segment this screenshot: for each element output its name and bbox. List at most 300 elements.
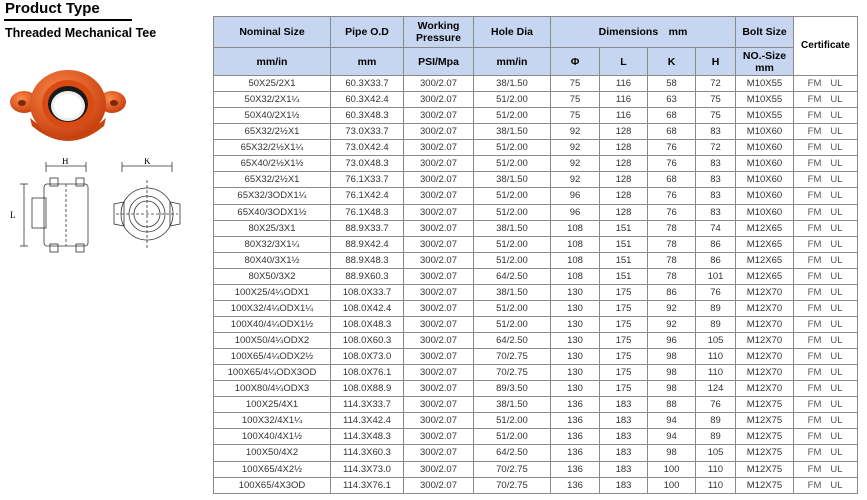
cert-ul: UL <box>830 222 843 234</box>
cell-hole-dia: 38/1.50 <box>474 76 551 92</box>
cell-certificate <box>794 477 858 493</box>
cert-ul: UL <box>830 110 843 122</box>
cert-fm: FM <box>807 351 822 363</box>
cell-k: 100 <box>648 477 696 493</box>
cell-k: 78 <box>648 236 696 252</box>
cert-fm: FM <box>807 286 822 298</box>
cell-phi: 92 <box>551 156 600 172</box>
table-row <box>214 477 858 493</box>
cell-nominal-size: 65X32/2½X1 <box>214 124 331 140</box>
header-working-pressure: Working Pressure <box>404 17 474 48</box>
cell-k: 94 <box>648 413 696 429</box>
cell-hole-dia: 51/2.00 <box>474 188 551 204</box>
cell-phi: 136 <box>551 477 600 493</box>
cell-working-pressure: 300/2.07 <box>404 413 474 429</box>
cell-pipe-od: 114.3X33.7 <box>331 397 404 413</box>
left-panel <box>0 0 210 500</box>
section-title: Product Type <box>5 0 100 17</box>
cell-h: 76 <box>696 397 736 413</box>
cell-pipe-od: 114.3X48.3 <box>331 429 404 445</box>
cell-phi: 136 <box>551 397 600 413</box>
cell-l: 151 <box>600 268 648 284</box>
cell-k: 68 <box>648 172 696 188</box>
cell-phi: 130 <box>551 284 600 300</box>
cell-certificate <box>794 76 858 92</box>
cell-l: 183 <box>600 429 648 445</box>
cell-phi: 96 <box>551 188 600 204</box>
cert-ul: UL <box>830 270 843 282</box>
cert-ul: UL <box>830 318 843 330</box>
cell-nominal-size: 100X80/4¼ODX3 <box>214 381 331 397</box>
unit-h: H <box>696 48 736 76</box>
cell-nominal-size: 80X25/3X1 <box>214 220 331 236</box>
cell-nominal-size: 65X32/2½X1 <box>214 172 331 188</box>
cell-h: 110 <box>696 349 736 365</box>
cert-ul: UL <box>830 174 843 186</box>
cell-bolt-size: M10X60 <box>736 172 794 188</box>
cert-fm: FM <box>807 447 822 459</box>
cell-l: 175 <box>600 365 648 381</box>
drawing-label-l: L <box>10 210 16 220</box>
cell-bolt-size: M10X60 <box>736 204 794 220</box>
table-row <box>214 413 858 429</box>
cell-hole-dia: 89/3.50 <box>474 381 551 397</box>
table-row <box>214 365 858 381</box>
cell-l: 175 <box>600 333 648 349</box>
cert-fm: FM <box>807 335 822 347</box>
cell-bolt-size: M12X70 <box>736 316 794 332</box>
cell-hole-dia: 64/2.50 <box>474 445 551 461</box>
cell-working-pressure: 300/2.07 <box>404 349 474 365</box>
table-row <box>214 461 858 477</box>
cell-working-pressure: 300/2.07 <box>404 429 474 445</box>
cell-h: 72 <box>696 140 736 156</box>
cell-h: 89 <box>696 413 736 429</box>
cert-fm: FM <box>807 415 822 427</box>
cell-hole-dia: 70/2.75 <box>474 461 551 477</box>
table-row <box>214 284 858 300</box>
cell-pipe-od: 73.0X48.3 <box>331 156 404 172</box>
cell-working-pressure: 300/2.07 <box>404 300 474 316</box>
cert-fm: FM <box>807 431 822 443</box>
table-row <box>214 156 858 172</box>
cell-working-pressure: 300/2.07 <box>404 477 474 493</box>
cell-phi: 75 <box>551 92 600 108</box>
cell-nominal-size: 100X50/4X2 <box>214 445 331 461</box>
cell-k: 76 <box>648 156 696 172</box>
cert-fm: FM <box>807 174 822 186</box>
title-underline <box>4 19 132 21</box>
cell-certificate <box>794 140 858 156</box>
product-name: Threaded Mechanical Tee <box>5 26 157 40</box>
cell-certificate <box>794 204 858 220</box>
cert-ul: UL <box>830 367 843 379</box>
cert-ul: UL <box>830 415 843 427</box>
cert-fm: FM <box>807 126 822 138</box>
cell-working-pressure: 300/2.07 <box>404 284 474 300</box>
unit-bolt: NO.-Size mm <box>736 48 794 76</box>
cell-nominal-size: 65X32/3ODX1¼ <box>214 188 331 204</box>
table-row <box>214 108 858 124</box>
cert-ul: UL <box>830 190 843 202</box>
header-certificate: Certificate <box>794 17 858 76</box>
cell-k: 86 <box>648 284 696 300</box>
cert-ul: UL <box>830 254 843 266</box>
cell-working-pressure: 300/2.07 <box>404 140 474 156</box>
header-pipe-od: Pipe O.D <box>331 17 404 48</box>
cell-l: 183 <box>600 413 648 429</box>
cell-hole-dia: 51/2.00 <box>474 140 551 156</box>
cell-h: 83 <box>696 188 736 204</box>
cell-k: 88 <box>648 397 696 413</box>
cell-bolt-size: M12X75 <box>736 397 794 413</box>
cell-k: 76 <box>648 140 696 156</box>
cell-certificate <box>794 429 858 445</box>
cell-pipe-od: 73.0X33.7 <box>331 124 404 140</box>
cell-hole-dia: 51/2.00 <box>474 92 551 108</box>
table-row <box>214 172 858 188</box>
cell-phi: 108 <box>551 268 600 284</box>
cell-working-pressure: 300/2.07 <box>404 381 474 397</box>
cell-hole-dia: 51/2.00 <box>474 252 551 268</box>
cell-k: 92 <box>648 316 696 332</box>
cert-ul: UL <box>830 238 843 250</box>
cell-phi: 130 <box>551 333 600 349</box>
cell-certificate <box>794 365 858 381</box>
cell-hole-dia: 51/2.00 <box>474 108 551 124</box>
cell-h: 74 <box>696 220 736 236</box>
cell-h: 110 <box>696 477 736 493</box>
cell-nominal-size: 80X32/3X1¼ <box>214 236 331 252</box>
cell-hole-dia: 38/1.50 <box>474 172 551 188</box>
cell-nominal-size: 100X65/4X3OD <box>214 477 331 493</box>
cell-pipe-od: 108.0X42.4 <box>331 300 404 316</box>
cell-nominal-size: 100X25/4¼ODX1 <box>214 284 331 300</box>
cert-ul: UL <box>830 78 843 90</box>
cell-hole-dia: 51/2.00 <box>474 204 551 220</box>
cell-h: 83 <box>696 156 736 172</box>
cell-h: 76 <box>696 284 736 300</box>
cell-hole-dia: 64/2.50 <box>474 333 551 349</box>
cell-working-pressure: 300/2.07 <box>404 172 474 188</box>
cert-fm: FM <box>807 142 822 154</box>
cell-l: 116 <box>600 92 648 108</box>
cell-working-pressure: 300/2.07 <box>404 156 474 172</box>
cell-k: 76 <box>648 204 696 220</box>
cell-hole-dia: 64/2.50 <box>474 268 551 284</box>
cell-h: 105 <box>696 445 736 461</box>
cert-fm: FM <box>807 94 822 106</box>
cell-hole-dia: 70/2.75 <box>474 365 551 381</box>
cell-phi: 136 <box>551 429 600 445</box>
cell-pipe-od: 60.3X42.4 <box>331 92 404 108</box>
cell-certificate <box>794 252 858 268</box>
cell-hole-dia: 51/2.00 <box>474 413 551 429</box>
cell-hole-dia: 51/2.00 <box>474 156 551 172</box>
cell-hole-dia: 70/2.75 <box>474 477 551 493</box>
cell-hole-dia: 51/2.00 <box>474 300 551 316</box>
cell-bolt-size: M10X55 <box>736 108 794 124</box>
cell-hole-dia: 38/1.50 <box>474 124 551 140</box>
cell-l: 175 <box>600 284 648 300</box>
cell-k: 78 <box>648 220 696 236</box>
cell-nominal-size: 50X25/2X1 <box>214 76 331 92</box>
cell-h: 83 <box>696 172 736 188</box>
cell-pipe-od: 114.3X76.1 <box>331 477 404 493</box>
cell-phi: 108 <box>551 252 600 268</box>
cell-certificate <box>794 188 858 204</box>
cell-bolt-size: M12X70 <box>736 381 794 397</box>
cell-h: 83 <box>696 124 736 140</box>
cell-certificate <box>794 445 858 461</box>
cell-nominal-size: 100X25/4X1 <box>214 397 331 413</box>
cell-k: 98 <box>648 381 696 397</box>
cell-hole-dia: 38/1.50 <box>474 397 551 413</box>
cell-k: 58 <box>648 76 696 92</box>
cert-fm: FM <box>807 254 822 266</box>
cell-l: 175 <box>600 316 648 332</box>
table-row <box>214 92 858 108</box>
cell-nominal-size: 50X40/2X1½ <box>214 108 331 124</box>
cell-nominal-size: 100X40/4¼ODX1½ <box>214 316 331 332</box>
cell-bolt-size: M12X65 <box>736 252 794 268</box>
cell-l: 116 <box>600 76 648 92</box>
cell-certificate <box>794 108 858 124</box>
cert-ul: UL <box>830 351 843 363</box>
cell-phi: 108 <box>551 220 600 236</box>
cert-ul: UL <box>830 286 843 298</box>
cert-ul: UL <box>830 158 843 170</box>
cell-l: 128 <box>600 188 648 204</box>
cell-h: 110 <box>696 461 736 477</box>
cell-l: 183 <box>600 397 648 413</box>
cell-pipe-od: 88.9X33.7 <box>331 220 404 236</box>
cell-phi: 130 <box>551 300 600 316</box>
cell-pipe-od: 76.1X33.7 <box>331 172 404 188</box>
cell-bolt-size: M12X70 <box>736 333 794 349</box>
cell-l: 151 <box>600 236 648 252</box>
cell-certificate <box>794 284 858 300</box>
cell-bolt-size: M10X55 <box>736 92 794 108</box>
cell-certificate <box>794 397 858 413</box>
cell-h: 89 <box>696 429 736 445</box>
cell-k: 76 <box>648 188 696 204</box>
cell-certificate <box>794 156 858 172</box>
cell-nominal-size: 65X32/2½X1¼ <box>214 140 331 156</box>
cell-pipe-od: 60.3X33.7 <box>331 76 404 92</box>
cell-certificate <box>794 461 858 477</box>
cell-hole-dia: 51/2.00 <box>474 316 551 332</box>
cert-ul: UL <box>830 479 843 491</box>
unit-hole-dia: mm/in <box>474 48 551 76</box>
cell-certificate <box>794 172 858 188</box>
product-photo <box>8 56 128 156</box>
cert-ul: UL <box>830 463 843 475</box>
cell-phi: 75 <box>551 108 600 124</box>
cert-fm: FM <box>807 158 822 170</box>
cell-phi: 130 <box>551 365 600 381</box>
cell-certificate <box>794 349 858 365</box>
table-row <box>214 397 858 413</box>
cell-nominal-size: 100X40/4X1½ <box>214 429 331 445</box>
cell-working-pressure: 300/2.07 <box>404 365 474 381</box>
cell-nominal-size: 100X65/4X2½ <box>214 461 331 477</box>
cert-ul: UL <box>830 335 843 347</box>
cert-fm: FM <box>807 383 822 395</box>
cell-k: 96 <box>648 333 696 349</box>
unit-phi: Φ <box>551 48 600 76</box>
cell-nominal-size: 100X50/4¼ODX2 <box>214 333 331 349</box>
header-hole-dia: Hole Dia <box>474 17 551 48</box>
cell-pipe-od: 114.3X42.4 <box>331 413 404 429</box>
drawing-label-h: H <box>62 158 69 166</box>
cell-h: 89 <box>696 316 736 332</box>
cell-l: 183 <box>600 445 648 461</box>
cell-certificate <box>794 124 858 140</box>
cert-fm: FM <box>807 318 822 330</box>
cell-phi: 130 <box>551 316 600 332</box>
cell-pipe-od: 114.3X73.0 <box>331 461 404 477</box>
cell-bolt-size: M12X75 <box>736 461 794 477</box>
cell-pipe-od: 60.3X48.3 <box>331 108 404 124</box>
cell-phi: 92 <box>551 172 600 188</box>
cell-phi: 92 <box>551 140 600 156</box>
cell-certificate <box>794 300 858 316</box>
cell-k: 98 <box>648 445 696 461</box>
cell-k: 92 <box>648 300 696 316</box>
table-row <box>214 268 858 284</box>
cert-fm: FM <box>807 110 822 122</box>
cert-fm: FM <box>807 78 822 90</box>
cell-l: 175 <box>600 349 648 365</box>
cell-certificate <box>794 268 858 284</box>
spec-table-body <box>214 76 858 494</box>
cell-phi: 108 <box>551 236 600 252</box>
cert-fm: FM <box>807 238 822 250</box>
cell-hole-dia: 51/2.00 <box>474 236 551 252</box>
cell-l: 116 <box>600 108 648 124</box>
header-bolt-size: Bolt Size <box>736 17 794 48</box>
cell-phi: 92 <box>551 124 600 140</box>
table-row <box>214 252 858 268</box>
cell-working-pressure: 300/2.07 <box>404 445 474 461</box>
cell-pipe-od: 88.9X60.3 <box>331 268 404 284</box>
cell-certificate <box>794 92 858 108</box>
cell-phi: 136 <box>551 461 600 477</box>
cert-ul: UL <box>830 142 843 154</box>
cell-pipe-od: 108.0X60.3 <box>331 333 404 349</box>
cell-working-pressure: 300/2.07 <box>404 236 474 252</box>
cell-bolt-size: M10X55 <box>736 76 794 92</box>
cert-ul: UL <box>830 399 843 411</box>
cell-l: 128 <box>600 156 648 172</box>
drawing-label-k: K <box>144 158 151 166</box>
cell-pipe-od: 108.0X88.9 <box>331 381 404 397</box>
cell-nominal-size: 100X65/4¼ODX3OD <box>214 365 331 381</box>
cell-l: 183 <box>600 477 648 493</box>
cell-certificate <box>794 333 858 349</box>
unit-pipe-od: mm <box>331 48 404 76</box>
cell-pipe-od: 73.0X42.4 <box>331 140 404 156</box>
header-dimensions: Dimensions mm <box>551 17 736 48</box>
cell-certificate <box>794 220 858 236</box>
cell-k: 98 <box>648 349 696 365</box>
cell-certificate <box>794 413 858 429</box>
table-row <box>214 236 858 252</box>
unit-k: K <box>648 48 696 76</box>
cell-nominal-size: 50X32/2X1¼ <box>214 92 331 108</box>
unit-working-pressure: PSI/Mpa <box>404 48 474 76</box>
cell-k: 68 <box>648 124 696 140</box>
cell-k: 94 <box>648 429 696 445</box>
cell-h: 86 <box>696 236 736 252</box>
cell-hole-dia: 70/2.75 <box>474 349 551 365</box>
cell-bolt-size: M12X70 <box>736 284 794 300</box>
cell-h: 124 <box>696 381 736 397</box>
cell-phi: 130 <box>551 349 600 365</box>
cell-h: 110 <box>696 365 736 381</box>
cell-bolt-size: M12X75 <box>736 413 794 429</box>
table-row <box>214 429 858 445</box>
cell-k: 63 <box>648 92 696 108</box>
cell-bolt-size: M12X75 <box>736 445 794 461</box>
cell-nominal-size: 80X50/3X2 <box>214 268 331 284</box>
cert-fm: FM <box>807 206 822 218</box>
cell-working-pressure: 300/2.07 <box>404 268 474 284</box>
cert-fm: FM <box>807 270 822 282</box>
cell-certificate <box>794 316 858 332</box>
cell-hole-dia: 38/1.50 <box>474 284 551 300</box>
cell-bolt-size: M10X60 <box>736 188 794 204</box>
cell-phi: 130 <box>551 381 600 397</box>
cell-working-pressure: 300/2.07 <box>404 92 474 108</box>
spec-table <box>213 16 858 494</box>
table-row <box>214 381 858 397</box>
cell-working-pressure: 300/2.07 <box>404 108 474 124</box>
cell-hole-dia: 51/2.00 <box>474 429 551 445</box>
cert-fm: FM <box>807 367 822 379</box>
cell-nominal-size: 80X40/3X1½ <box>214 252 331 268</box>
unit-l: L <box>600 48 648 76</box>
cell-k: 98 <box>648 365 696 381</box>
cell-pipe-od: 88.9X42.4 <box>331 236 404 252</box>
cert-fm: FM <box>807 399 822 411</box>
cell-pipe-od: 76.1X48.3 <box>331 204 404 220</box>
cell-pipe-od: 108.0X48.3 <box>331 316 404 332</box>
cell-working-pressure: 300/2.07 <box>404 220 474 236</box>
cell-h: 89 <box>696 300 736 316</box>
cell-l: 128 <box>600 172 648 188</box>
cert-ul: UL <box>830 126 843 138</box>
cell-l: 175 <box>600 300 648 316</box>
cell-working-pressure: 300/2.07 <box>404 461 474 477</box>
table-row <box>214 188 858 204</box>
header-nominal-size: Nominal Size <box>214 17 331 48</box>
table-row <box>214 140 858 156</box>
cell-bolt-size: M12X70 <box>736 300 794 316</box>
table-row <box>214 316 858 332</box>
cell-working-pressure: 300/2.07 <box>404 333 474 349</box>
cell-pipe-od: 114.3X60.3 <box>331 445 404 461</box>
table-row <box>214 300 858 316</box>
cell-working-pressure: 300/2.07 <box>404 252 474 268</box>
cell-bolt-size: M12X65 <box>736 236 794 252</box>
technical-drawing <box>4 158 204 268</box>
cell-certificate <box>794 381 858 397</box>
cell-working-pressure: 300/2.07 <box>404 124 474 140</box>
cell-l: 128 <box>600 204 648 220</box>
cell-l: 128 <box>600 140 648 156</box>
